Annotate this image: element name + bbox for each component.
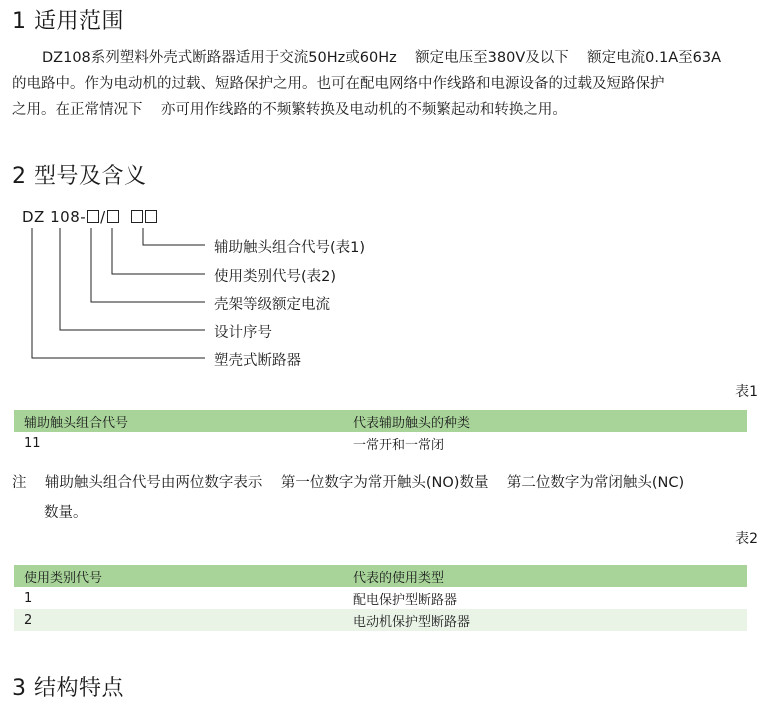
note [12,468,684,528]
placeholder-box [87,210,99,223]
model-dash: - [80,208,87,226]
table-header-cell: 使用类别代号 [14,565,343,587]
table-2 [14,565,747,631]
model-prefix: DZ [22,208,45,226]
table-cell: 电动机保护型断路器 [343,609,747,631]
table-header-row [14,410,747,432]
placeholder-box [131,210,143,223]
table-cell: 11 [24,435,41,451]
note-line: 数量。 [44,505,88,521]
model-number: 108 [50,208,81,226]
table-cell: 2 [14,609,343,631]
model-slash: / [100,208,106,226]
paragraph-line: 的电路中。作为电动机的过载、短路保护之用。也可在配电网络中作线路和电源设备的过载及短路保护 [12,76,665,92]
section-1-heading: 1 适用范围 [12,9,124,34]
label-aux-contact-code: 辅助触头组合代号(表1) [214,240,366,256]
table-2-caption: 表2 [735,531,758,547]
label-design-serial: 设计序号 [214,325,272,341]
model-code [22,208,158,226]
note-line: 注 辅助触头组合代号由两位数字表示 第一位数字为常开触头(NO)数量 第二位数字为常闭触头(NC) [12,475,685,491]
table-header-row [14,565,747,587]
section-3-heading: 3 结构特点 [12,676,124,701]
table-header-cell: 代表的使用类型 [343,565,747,587]
table-header-cell: 辅助触头组合代号 [14,410,343,432]
table-1-caption: 表1 [735,384,758,400]
table-header-cell: 代表辅助触头的种类 [343,410,747,432]
paragraph-line: 之用。在正常情况下 亦可用作线路的不频繁转换及电动机的不频繁起动和转换之用。 [12,102,567,118]
table-1 [14,410,747,454]
section-1-paragraph [12,45,758,123]
table-cell: 1 [24,590,33,606]
table-row [14,609,747,631]
label-usage-category: 使用类别代号(表2) [214,269,337,285]
paragraph-line: DZ108系列塑料外壳式断路器适用于交流50Hz或60Hz 额定电压至380V及以下 额定电流0.1A至63A [42,50,722,66]
table-cell: 一常开和一常闭 [353,437,445,453]
placeholder-box [145,210,157,223]
placeholder-box [107,210,119,223]
table-row [14,587,747,609]
table-row [14,432,747,454]
label-frame-current: 壳架等级额定电流 [214,297,330,313]
section-2-heading: 2 型号及含义 [12,164,147,189]
label-breaker-type: 塑壳式断路器 [214,353,301,369]
table-cell: 配电保护型断路器 [353,592,458,608]
